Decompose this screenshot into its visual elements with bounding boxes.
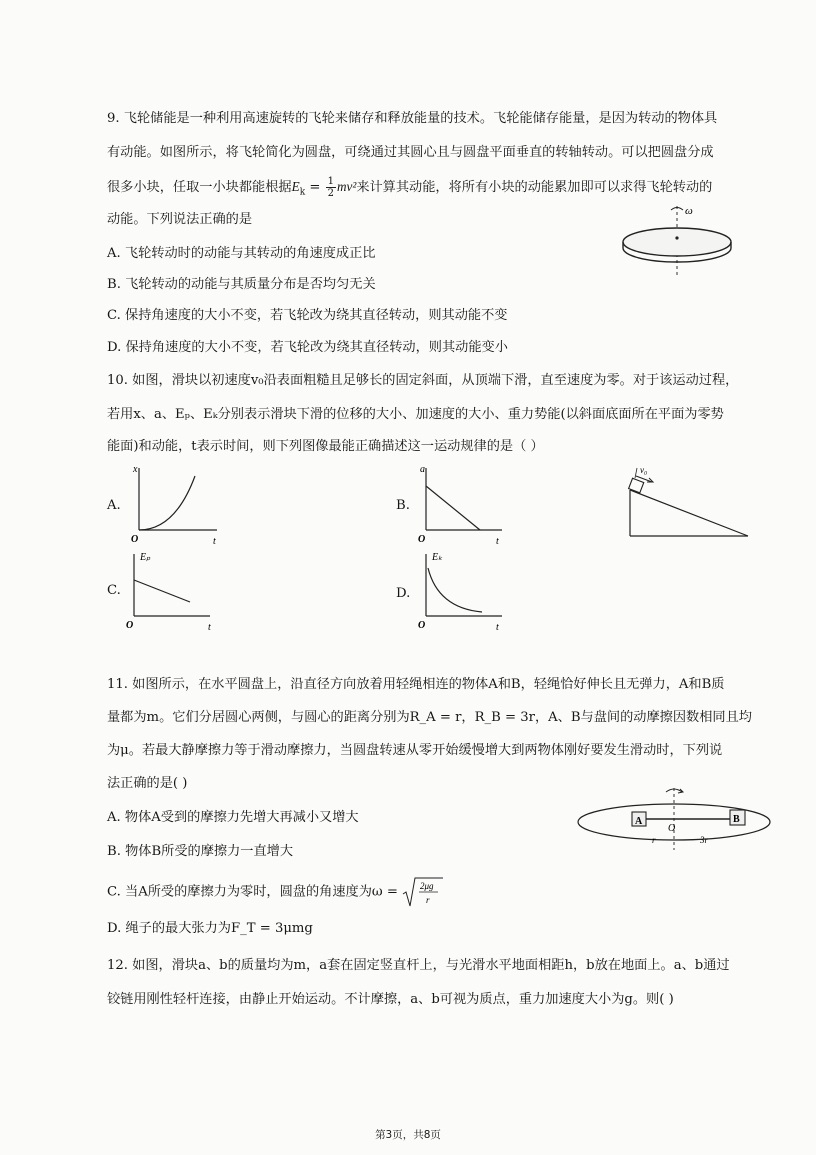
q11-line-3: 为μ。若最大静摩擦力等于滑动摩擦力，当圆盘转速从零开始缓慢增大到两物体刚好要发生滑动时，下列说 xyxy=(107,743,723,758)
svg-text:2μg: 2μg xyxy=(420,881,434,891)
svg-text:t: t xyxy=(213,536,216,547)
svg-text:t: t xyxy=(208,622,211,633)
q9-line-3: 很多小块，任取一小块都能根据$E_k$ = $\frac{1}{2}$ mv²来计算其动能，将所有小块的动能累加即可以求得飞轮转动的 xyxy=(107,176,713,199)
initial-velocity-label: v₀ xyxy=(640,465,648,475)
graph-a-option: A. xyxy=(107,498,121,513)
graph-c-ep-t xyxy=(118,548,228,634)
q12-line-2: 铰链用刚性轻杆连接，由静止开始运动。不计摩擦，a、b可视为质点，重力加速度大小为g。则( ) xyxy=(107,992,674,1007)
graph-b-option: B. xyxy=(396,498,410,513)
q9-option-a: A. 飞轮转动时的动能与其转动的角速度成正比 xyxy=(107,246,376,261)
svg-text:t: t xyxy=(496,622,499,633)
q12-line-1: 12. 如图，滑块a、b的质量均为m，a套在固定竖直杆上，与光滑水平地面相距h，b放在地面上。a、b通过 xyxy=(107,958,730,973)
svg-text:O: O xyxy=(418,534,426,545)
svg-text:O: O xyxy=(131,534,139,545)
radius-b-label: 3r xyxy=(700,835,709,845)
graph-a-x-t xyxy=(125,462,225,548)
graph-d-option: D. xyxy=(396,586,411,601)
kinetic-energy-fraction: $\frac{1}{2}$ xyxy=(327,176,334,199)
flywheel-figure xyxy=(615,198,755,278)
svg-text:Eₖ: Eₖ xyxy=(432,552,443,563)
svg-text:O: O xyxy=(418,620,426,631)
center-label: O xyxy=(668,823,676,834)
block-b-label: B xyxy=(733,814,740,825)
incline-figure xyxy=(620,464,755,540)
graph-d-ek-t xyxy=(412,548,512,634)
q9-option-c: C. 保持角速度的大小不变，若飞轮改为绕其直径转动，则其动能不变 xyxy=(107,308,508,323)
svg-text:r: r xyxy=(426,895,430,905)
graph-c-option: C. xyxy=(107,583,121,598)
q11-line-1: 11. 如图所示，在水平圆盘上，沿直径方向放着用轻绳相连的物体A和B，轻绳恰好伸长且无弹力，A和B质 xyxy=(107,677,725,692)
svg-text:O: O xyxy=(126,620,134,631)
omega-label: ω xyxy=(685,205,693,217)
sqrt-expression xyxy=(402,876,444,908)
q11-option-a: A. 物体A受到的摩擦力先增大再减小又增大 xyxy=(107,810,359,825)
svg-text:t: t xyxy=(496,536,499,547)
q9-option-b: B. 飞轮转动的动能与其质量分布是否均匀无关 xyxy=(107,277,376,292)
radius-a-label: r xyxy=(652,835,656,845)
q11-line-2: 量都为m。它们分居圆心两侧，与圆心的距离分别为R_A = r，R_B = 3r，A、B与盘间的动摩擦因数相同且均 xyxy=(107,710,752,725)
turntable-figure xyxy=(572,780,772,852)
q10-line-1: 10. 如图，滑块以初速度v₀沿表面粗糙且足够长的固定斜面，从顶端下滑，直至速度为零。对于该运动过程， xyxy=(107,373,739,388)
q11-line-4: 法正确的是( ) xyxy=(107,776,188,791)
q11-option-b: B. 物体B所受的摩擦力一直增大 xyxy=(107,844,294,859)
svg-text:Eₚ: Eₚ xyxy=(140,552,151,563)
svg-text:x: x xyxy=(133,464,138,475)
q9-line-1: 9. 飞轮储能是一种利用高速旋转的飞轮来储存和释放能量的技术。飞轮能储存能量，是因为转动的物体具 xyxy=(107,111,718,126)
q9-line-4: 动能。下列说法正确的是 xyxy=(107,212,253,227)
q11-option-d: D. 绳子的最大张力为F_T = 3μmg xyxy=(107,921,313,936)
block-a-label: A xyxy=(635,816,643,827)
q9-line-2: 有动能。如图所示，将飞轮简化为圆盘，可绕通过其圆心且与圆盘平面垂直的转轴转动。可以把圆盘分成 xyxy=(107,145,714,160)
q10-line-3: 能面)和动能，t表示时间，则下列图像最能正确描述这一运动规律的是（ ） xyxy=(107,439,544,454)
q10-line-2: 若用x、a、Eₚ、Eₖ分别表示滑块下滑的位移的大小、加速度的大小、重力势能(以斜面底面所在平面为零势 xyxy=(107,407,724,422)
svg-text:a: a xyxy=(420,464,425,475)
page-footer: 第3页，共8页 xyxy=(375,1129,441,1141)
q11-option-c: C. 当A所受的摩擦力为零时，圆盘的角速度为ω = 2μg r xyxy=(107,876,767,908)
q9-option-d: D. 保持角速度的大小不变，若飞轮改为绕其直径转动，则其动能变小 xyxy=(107,340,508,355)
graph-b-a-t xyxy=(412,462,512,548)
